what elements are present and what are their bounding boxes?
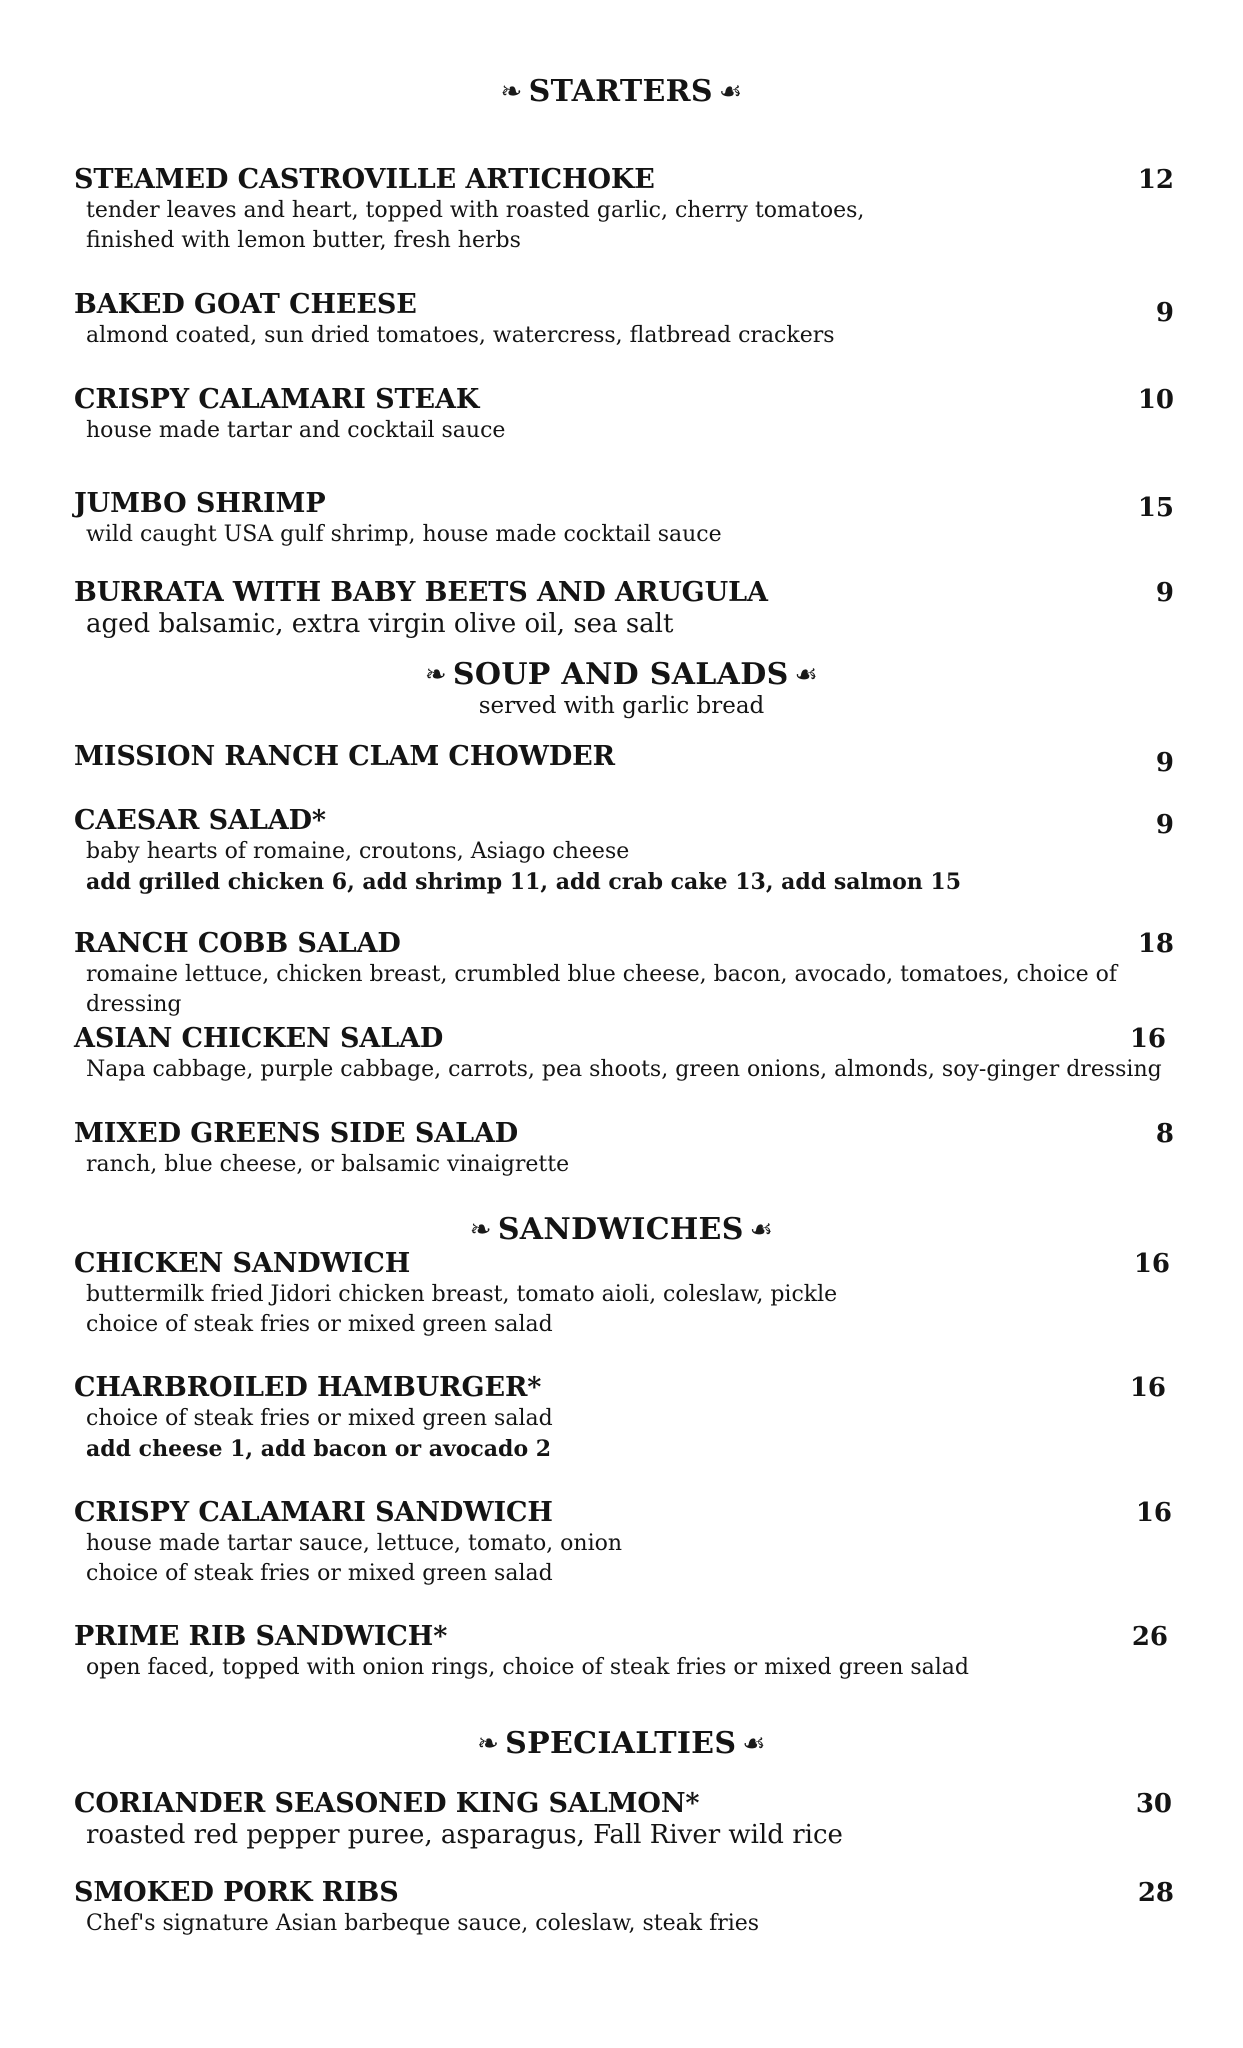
item-name: CHICKEN SANDWICH [74, 1248, 411, 1279]
section-title: SPECIALTIES [505, 1726, 737, 1761]
flourish-left-icon: ❧ [477, 1729, 500, 1759]
menu-item-jumbo-shrimp [74, 488, 1174, 550]
item-name: BURRATA WITH BABY BEETS AND ARUGULA [74, 577, 768, 608]
item-description: Napa cabbage, purple cabbage, carrots, pea shoots, green onions, almonds, soy-ginger dressing [86, 1057, 1162, 1082]
menu-item-mixed-greens [74, 1118, 1174, 1180]
item-description: house made tartar and cocktail sauce [86, 418, 506, 443]
menu-item-burrata [74, 577, 1174, 639]
flourish-left-icon: ❧ [500, 77, 523, 107]
item-price: 16 [1135, 1498, 1172, 1528]
item-description: romaine lettuce, chicken breast, crumbled blue cheese, bacon, avocado, tomatoes, choice of dressing [86, 962, 1118, 1017]
item-price: 16 [1129, 1373, 1166, 1403]
item-price: 10 [1137, 385, 1174, 415]
section-title: SANDWICHES [497, 1212, 744, 1247]
item-description: choice of steak fries or mixed green salad [86, 1561, 553, 1586]
item-description: baby hearts of romaine, croutons, Asiago cheese [86, 839, 630, 864]
item-price: 16 [1133, 1249, 1170, 1279]
item-price: 9 [1155, 810, 1174, 840]
item-description: finished with lemon butter, fresh herbs [86, 228, 521, 253]
item-price: 9 [1155, 578, 1174, 608]
flourish-left-icon: ❧ [424, 660, 447, 690]
flourish-right-icon: ☙ [742, 1729, 766, 1759]
flourish-right-icon: ☙ [749, 1215, 774, 1245]
menu-item-calamari-steak [74, 384, 1174, 446]
menu-item-prime-rib-sandwich [74, 1621, 1174, 1683]
item-price: 15 [1137, 493, 1174, 523]
item-price: 30 [1135, 1789, 1172, 1819]
item-price: 26 [1131, 1622, 1168, 1652]
item-description: roasted red pepper puree, asparagus, Fall River wild rice [86, 1820, 843, 1850]
menu-item-pork-ribs [74, 1877, 1174, 1939]
menu-item-clam-chowder [74, 741, 1174, 778]
item-name: JUMBO SHRIMP [74, 488, 326, 519]
item-name: CHARBROILED HAMBURGER* [74, 1372, 542, 1403]
item-name: STEAMED CASTROVILLE ARTICHOKE [74, 164, 655, 195]
menu-item-artichoke [74, 164, 1174, 256]
menu-item-cobb-salad [74, 928, 1174, 1020]
item-description: buttermilk fried Jidori chicken breast, tomato aioli, coleslaw, pickle [86, 1282, 838, 1307]
item-name: RANCH COBB SALAD [74, 928, 401, 959]
item-description: choice of steak fries or mixed green salad [86, 1312, 553, 1337]
section-heading-soup-and-salads [0, 657, 1243, 693]
item-description: tender leaves and heart, topped with roasted garlic, cherry tomatoes, [86, 198, 865, 223]
section-heading-sandwiches [0, 1212, 1243, 1248]
item-name: MIXED GREENS SIDE SALAD [74, 1118, 519, 1149]
menu-item-asian-chicken-salad [74, 1023, 1174, 1085]
item-description: aged balsamic, extra virgin olive oil, sea salt [86, 609, 674, 639]
item-description: house made tartar sauce, lettuce, tomato, onion [86, 1531, 623, 1556]
menu-item-king-salmon [74, 1788, 1174, 1850]
menu-item-calamari-sandwich [74, 1497, 1174, 1589]
item-price: 18 [1137, 929, 1174, 959]
item-description: wild caught USA gulf shrimp, house made cocktail sauce [86, 522, 722, 547]
item-name: CRISPY CALAMARI SANDWICH [74, 1497, 553, 1528]
item-price: 28 [1137, 1878, 1174, 1908]
item-name: MISSION RANCH CLAM CHOWDER [74, 741, 615, 772]
section-heading-specialties [0, 1726, 1243, 1762]
item-price: 9 [1155, 748, 1174, 778]
item-name: CRISPY CALAMARI STEAK [74, 384, 480, 415]
item-description: choice of steak fries or mixed green salad [86, 1406, 553, 1431]
menu-item-goat-cheese [74, 289, 1174, 351]
item-description: Chef's signature Asian barbeque sauce, coleslaw, steak fries [86, 1911, 760, 1936]
flourish-right-icon: ☙ [718, 77, 743, 107]
item-price: 9 [1155, 298, 1174, 328]
item-name: BAKED GOAT CHEESE [74, 289, 417, 320]
flourish-left-icon: ❧ [469, 1215, 492, 1245]
item-name: CORIANDER SEASONED KING SALMON* [74, 1788, 700, 1819]
section-heading-starters [0, 74, 1243, 110]
item-name: CAESAR SALAD* [74, 805, 326, 836]
menu-item-caesar-salad [74, 805, 1174, 897]
item-price: 8 [1155, 1119, 1174, 1149]
item-price: 12 [1137, 165, 1174, 195]
section-title: SOUP AND SALADS [452, 657, 789, 692]
section-title: STARTERS [528, 74, 713, 109]
menu-item-chicken-sandwich [74, 1248, 1174, 1340]
item-name: PRIME RIB SANDWICH* [74, 1621, 448, 1652]
item-addons: add cheese 1, add bacon or avocado 2 [86, 1436, 552, 1462]
item-description: ranch, blue cheese, or balsamic vinaigrette [86, 1152, 570, 1177]
item-addons: add grilled chicken 6, add shrimp 11, add crab cake 13, add salmon 15 [86, 869, 962, 895]
flourish-right-icon: ☙ [794, 660, 819, 690]
item-description: open faced, topped with onion rings, choice of steak fries or mixed green salad [86, 1655, 970, 1680]
item-description: almond coated, sun dried tomatoes, watercress, flatbread crackers [86, 323, 835, 348]
item-name: SMOKED PORK RIBS [74, 1877, 399, 1908]
item-name: ASIAN CHICKEN SALAD [74, 1023, 444, 1054]
item-price: 16 [1129, 1024, 1166, 1054]
menu-item-hamburger [74, 1372, 1174, 1464]
section-subtitle: served with garlic bread [478, 693, 765, 719]
